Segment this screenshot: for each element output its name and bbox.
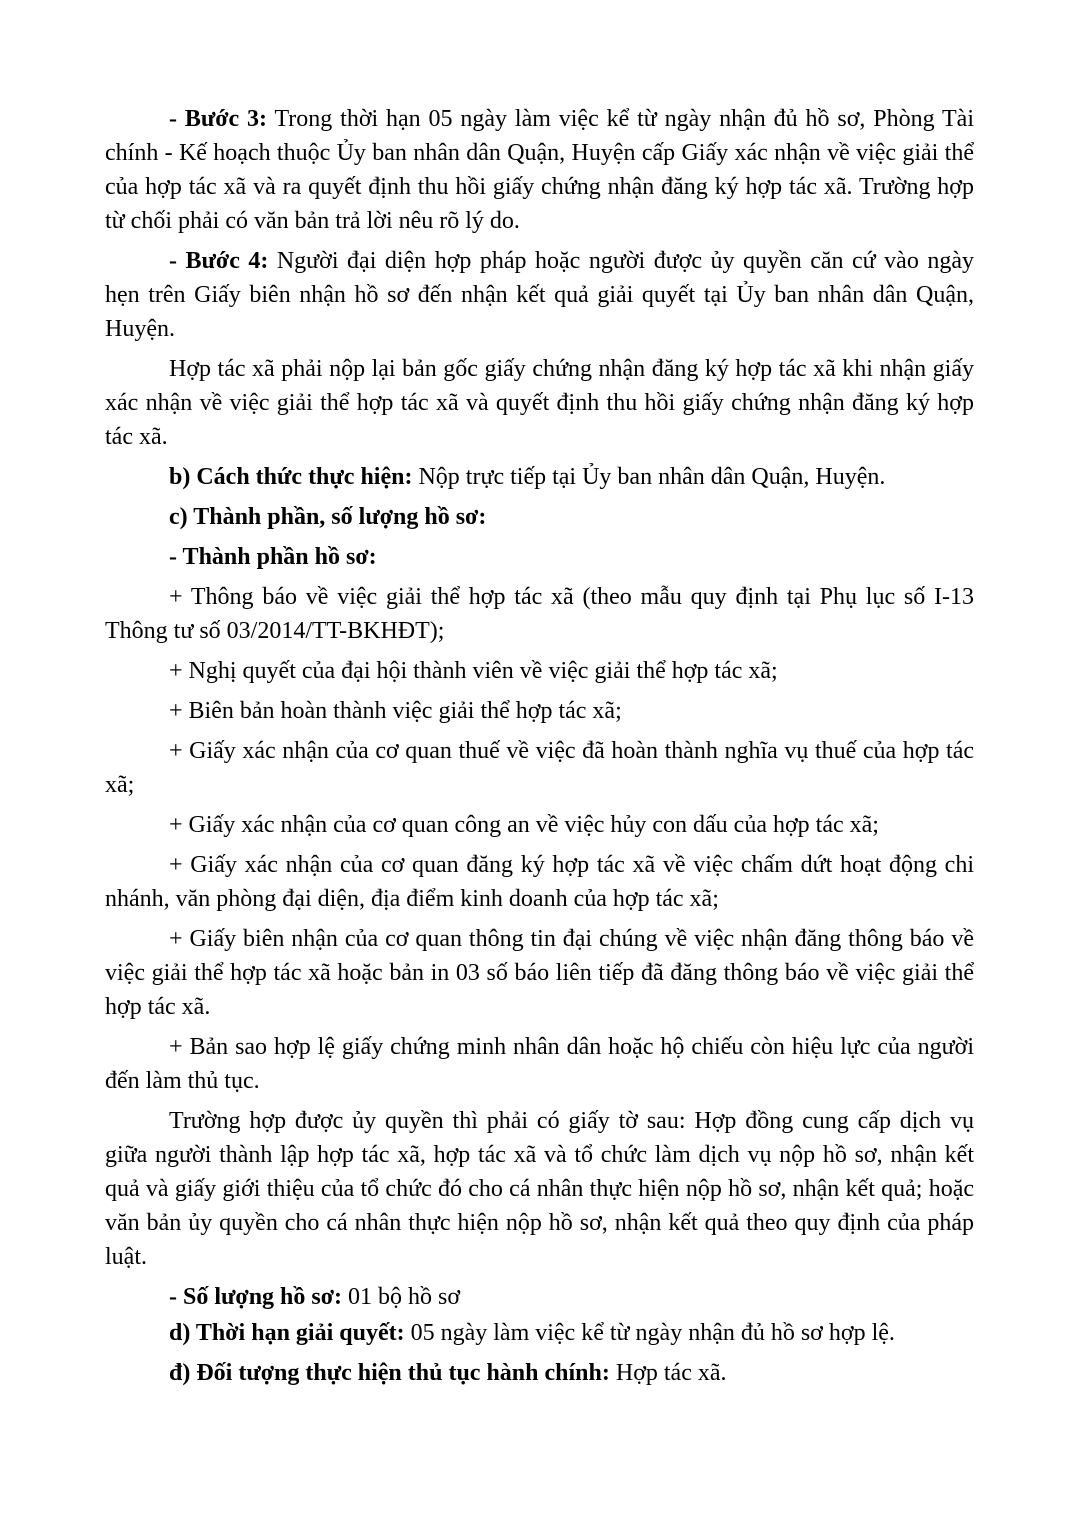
processing-time-text: 05 ngày làm việc kể từ ngày nhận đủ hồ sơ hợp lệ. [404, 1320, 895, 1346]
paragraph-step-3 [105, 102, 974, 238]
step-3-text: Trong thời hạn 05 ngày làm việc kể từ ngày nhận đủ hồ sơ, Phòng Tài chính - Kế hoạch thuộc Ủy ban nhân dân Quận, Huyện cấp Giấy xác nhận về việc giải thể của hợp tác xã và ra quyết định thu hồi giấy chứng nhận đăng ký hợp tác xã. Trường hợp từ chối phải có văn bản trả lời nêu rõ lý do. [105, 106, 974, 234]
list-item-completion-minutes [105, 694, 974, 728]
dossier-quantity-label: - Số lượng hồ sơ: [169, 1284, 343, 1310]
paragraph-step-4 [105, 244, 974, 346]
tax-confirmation-text: + Giấy xác nhận của cơ quan thuế về việc đã hoàn thành nghĩa vụ thuế của hợp tác xã; [105, 738, 974, 798]
list-item-dissolution-notice [105, 580, 974, 648]
paragraph-dossier-quantity [105, 1280, 974, 1314]
list-item-member-resolution [105, 654, 974, 688]
return-certificate-text: Hợp tác xã phải nộp lại bản gốc giấy chứng nhận đăng ký hợp tác xã khi nhận giấy xác nhận về việc giải thể hợp tác xã và quyết định thu hồi giấy chứng nhận đăng ký hợp tác xã. [105, 356, 974, 450]
dossier-components-label: - Thành phần hồ sơ: [169, 544, 377, 570]
step-4-label: - Bước 4: [169, 248, 269, 274]
heading-dossier-components [105, 540, 974, 574]
dissolution-notice-text: + Thông báo về việc giải thể hợp tác xã (theo mẫu quy định tại Phụ lục số I-13 Thông tư số 03/2014/TT-BKHĐT); [105, 584, 974, 644]
member-resolution-text: + Nghị quyết của đại hội thành viên về việc giải thể hợp tác xã; [169, 658, 778, 684]
heading-dossier-components-quantity [105, 500, 974, 534]
media-receipt-text: + Giấy biên nhận của cơ quan thông tin đại chúng về việc nhận đăng thông báo về việc giải thể hợp tác xã hoặc bản in 03 số báo liên tiếp đã đăng thông báo về việc giải thể hợp tác xã. [105, 926, 974, 1020]
completion-minutes-text: + Biên bản hoàn thành việc giải thể hợp tác xã; [169, 698, 622, 724]
paragraph-return-certificate [105, 352, 974, 454]
list-item-registration-confirmation [105, 848, 974, 916]
paragraph-authorization [105, 1104, 974, 1274]
list-item-tax-confirmation [105, 734, 974, 802]
paragraph-processing-time [105, 1316, 974, 1350]
registration-confirmation-text: + Giấy xác nhận của cơ quan đăng ký hợp tác xã về việc chấm dứt hoạt động chi nhánh, văn phòng đại diện, địa điểm kinh doanh của hợp tác xã; [105, 852, 974, 912]
target-subjects-text: Hợp tác xã. [609, 1360, 727, 1386]
processing-time-label: d) Thời hạn giải quyết: [169, 1320, 405, 1346]
dossier-quantity-text: 01 bộ hồ sơ [342, 1284, 461, 1310]
list-item-id-copy [105, 1030, 974, 1098]
method-label: b) Cách thức thực hiện: [169, 464, 413, 490]
target-subjects-label: đ) Đối tượng thực hiện thủ tục hành chính: [169, 1360, 610, 1386]
method-text: Nộp trực tiếp tại Ủy ban nhân dân Quận, Huyện. [412, 464, 886, 490]
step-4-text: Người đại diện hợp pháp hoặc người được ủy quyền căn cứ vào ngày hẹn trên Giấy biên nhận hồ sơ đến nhận kết quả giải quyết tại Ủy ban nhân dân Quận, Huyện. [105, 248, 974, 342]
list-item-media-receipt [105, 922, 974, 1024]
authorization-text: Trường hợp được ủy quyền thì phải có giấy tờ sau: Hợp đồng cung cấp dịch vụ giữa người thành lập hợp tác xã, hợp tác xã và tổ chức làm dịch vụ nộp hồ sơ, nhận kết quả và giấy giới thiệu của tổ chức đó cho cá nhân thực hiện nộp hồ sơ, nhận kết quả; hoặc văn bản ủy quyền cho cá nhân thực hiện nộp hồ sơ, nhận kết quả theo quy định của pháp luật. [105, 1108, 974, 1270]
police-confirmation-text: + Giấy xác nhận của cơ quan công an về việc hủy con dấu của hợp tác xã; [169, 812, 879, 838]
list-item-police-confirmation [105, 808, 974, 842]
dossier-components-quantity-label: c) Thành phần, số lượng hồ sơ: [169, 504, 487, 530]
paragraph-target-subjects [105, 1356, 974, 1390]
step-3-label: - Bước 3: [169, 106, 268, 132]
id-copy-text: + Bản sao hợp lệ giấy chứng minh nhân dân hoặc hộ chiếu còn hiệu lực của người đến làm thủ tục. [105, 1034, 974, 1094]
paragraph-method [105, 460, 974, 494]
